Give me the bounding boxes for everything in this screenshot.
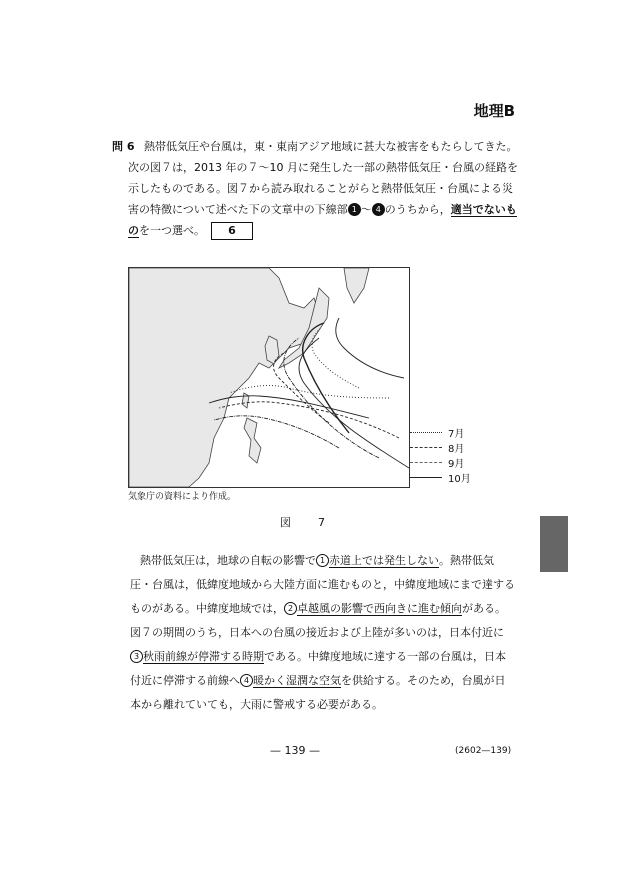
circle-4-icon: 4 — [372, 203, 385, 216]
emphasis-not-appropriate-end: の — [128, 224, 139, 237]
underline-1: 赤道上では発生しない — [329, 554, 439, 567]
question-line-1: 熱帯低気圧や台風は，東・東南アジア地域に甚大な被害をもたらしてきた。 — [144, 140, 518, 153]
question-line-4-pre: 害の特徴について述べた下の文章中の下線部 — [128, 203, 348, 216]
typhoon-track — [336, 318, 404, 378]
question-number: 問 6 — [112, 140, 135, 153]
passage-text: を供給する。そのため，台風が日 — [341, 674, 506, 687]
typhoon-track — [214, 416, 339, 448]
figure-caption: 図 7 — [280, 516, 333, 529]
passage-text: である。中緯度地域に達する一部の台風は，日本 — [264, 650, 506, 663]
question-line-5-rest: を一つ選べ。 — [139, 224, 205, 237]
asian-continent — [129, 268, 319, 487]
question-line-5 — [128, 220, 253, 241]
passage-text: 熱帯低気圧は，地球の自転の影響で — [140, 554, 316, 567]
philippine-islands — [244, 418, 261, 463]
question-line-2: 次の図７は，2013 年の７～10 月に発生した一部の熱帯低気圧・台風の経路を — [128, 161, 518, 174]
legend-row-september — [410, 455, 480, 470]
passage-line-2: 圧・台風は，低緯度地域から大陸方面に進むものと，中緯度地域にまで達する — [130, 578, 515, 591]
map-svg — [129, 268, 409, 487]
passage-line-7: 本から離れていても，大雨に警戒する必要がある。 — [130, 698, 383, 711]
emphasis-not-appropriate: 適当でないも — [450, 203, 517, 216]
circle-1-icon: 1 — [348, 203, 361, 216]
circle-3-marker: 3 — [130, 650, 143, 663]
tilde: ～ — [360, 203, 372, 216]
circle-4-marker: 4 — [240, 674, 253, 687]
legend-label: 9月 — [448, 459, 465, 470]
passage-line-4: 図７の期間のうち，日本への台風の接近および上陸が多いのは，日本付近に — [130, 626, 504, 639]
question-line-3: 示したものである。図７から読み取れることがらと熱帯低気圧・台風による災 — [128, 182, 513, 195]
typhoon-track — [299, 338, 409, 468]
subject-title: 地理B — [473, 102, 515, 120]
question-line-4 — [128, 199, 517, 220]
legend-label: 10月 — [448, 474, 471, 485]
legend-row-october — [410, 470, 480, 485]
underline-4: 暖かく湿潤な空気 — [253, 674, 341, 687]
underline-2: 卓越風の影響で西向きに進む傾向 — [297, 602, 462, 615]
question-line-4-mid: のうちから， — [384, 203, 451, 216]
passage-line-3 — [130, 597, 506, 621]
typhoon-track — [312, 328, 359, 388]
circle-2-marker: 2 — [284, 602, 297, 615]
page-number: — 139 — — [270, 744, 320, 757]
passage-text: 。熱帯低気 — [439, 554, 494, 567]
legend-row-august — [410, 440, 480, 455]
section-tab — [540, 516, 568, 572]
answer-box[interactable]: 6 — [211, 222, 253, 240]
typhoon-track — [209, 396, 369, 418]
legend-row-july — [410, 425, 480, 440]
passage-text: がある。 — [462, 602, 506, 615]
legend-label: 7月 — [448, 429, 465, 440]
passage-line-1 — [140, 549, 494, 573]
circle-1-marker: 1 — [316, 554, 329, 567]
typhoon-track-map — [128, 267, 410, 488]
korean-peninsula — [265, 336, 279, 364]
taiwan-island — [242, 393, 249, 408]
figure-source: 気象庁の資料により作成。 — [128, 492, 237, 502]
kamchatka — [344, 268, 369, 303]
passage-line-6 — [130, 669, 506, 693]
page-code: (2602—139) — [455, 746, 512, 756]
map-legend — [410, 425, 480, 485]
underline-3: 秋雨前線が停滞する時期 — [143, 650, 264, 663]
legend-label: 8月 — [448, 444, 465, 455]
passage-text: ものがある。中緯度地域では， — [130, 602, 284, 615]
passage-text: 付近に停滞する前線へ — [130, 674, 240, 687]
passage-line-5 — [130, 645, 506, 669]
